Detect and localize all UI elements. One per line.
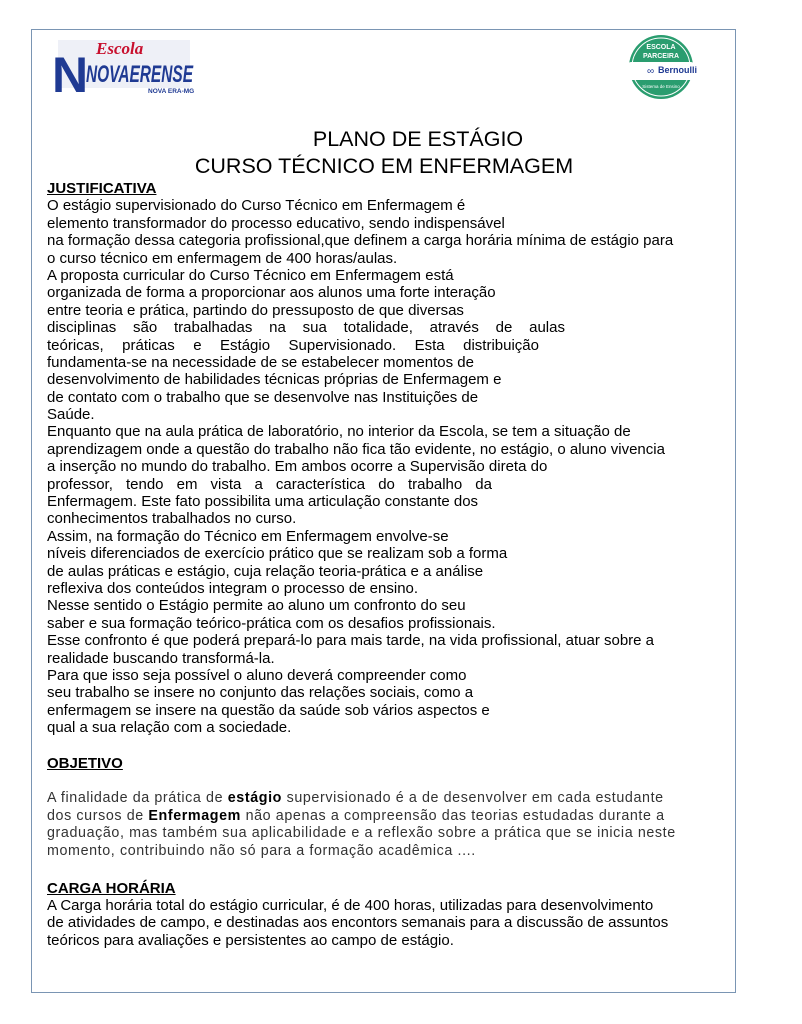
paragraph-line: graduação, mas também sua aplicabilidade e a reflexão sobre a prática que se inicia neste [47, 825, 676, 842]
paragraph-line: na formação dessa categoria profissional,que definem a carga horária mínima de estágio para [47, 232, 674, 250]
svg-text:Bernoulli: Bernoulli [658, 65, 698, 75]
paragraph-line: teóricas, práticas e Estágio Supervisionado. Esta distribuição [47, 336, 539, 354]
paragraph-line: realidade buscando transformá-la. [47, 649, 275, 667]
svg-text:PARCEIRA: PARCEIRA [642, 53, 680, 60]
paragraph-line: o curso técnico em enfermagem de 400 horas/aulas. [47, 249, 398, 267]
paragraph-line: níveis diferenciados de exercício prático que se realizam sob a forma [47, 545, 508, 563]
svg-text:Sistema de Ensino: Sistema de Ensino [642, 84, 680, 89]
svg-text:Escola: Escola [96, 39, 144, 58]
paragraph-line: momento, contribuindo não só para a formação acadêmica .... [47, 843, 476, 860]
paragraph-line: seu trabalho se insere no conjunto das relações sociais, como a [47, 684, 474, 702]
objetivo-heading: OBJETIVO [47, 755, 123, 772]
justificativa-section [47, 180, 727, 737]
paragraph-line: Enfermagem. Este fato possibilita uma articulação constante dos [47, 493, 479, 511]
justificativa-heading: JUSTIFICATIVA [47, 180, 157, 197]
svg-text:NOVA ERA-MG: NOVA ERA-MG [148, 88, 195, 95]
paragraph-line: elemento transformador do processo educativo, sendo indispensável [47, 214, 505, 232]
paragraph-line: Para que isso seja possível o aluno deverá compreender como [47, 666, 467, 684]
carga-horaria-heading: CARGA HORÁRIA [47, 880, 176, 897]
paragraph-line: reflexiva dos conteúdos integram o processo de ensino. [47, 579, 419, 597]
carga-horaria-section [47, 897, 727, 949]
paragraph-line: A Carga horária total do estágio curricular, é de 400 horas, utilizadas para desenvolvimento [47, 897, 654, 914]
svg-text:NOVAERENSE: NOVAERENSE [86, 61, 194, 88]
paragraph-line: teóricos para avaliações e persistentes ao campo de estágio. [47, 931, 454, 949]
paragraph-line: Enquanto que na aula prática de laboratório, no interior da Escola, se tem a situação de [47, 423, 631, 441]
paragraph-line: enfermagem se insere na questão da saúde sob vários aspectos e [47, 701, 490, 719]
objetivo-section [47, 790, 717, 861]
plan-title: PLANO DE ESTÁGIO [312, 127, 524, 151]
paragraph-line: entre teoria e prática, partindo do pressuposto de que diversas [47, 301, 464, 319]
paragraph-line: qual a sua relação com a sociedade. [47, 719, 292, 737]
paragraph-line: Saúde. [47, 406, 95, 424]
svg-text:ESCOLA: ESCOLA [646, 44, 676, 51]
paragraph-line: aprendizagem onde a questão do trabalho não fica tão evidente, no estágio, o aluno vivencia [47, 440, 665, 458]
paragraph-line: A finalidade da prática de estágio supervisionado é a de desenvolver em cada estudante [47, 790, 664, 806]
paragraph-line: A proposta curricular do Curso Técnico em Enfermagem está [47, 266, 454, 284]
course-title: CURSO TÉCNICO EM ENFERMAGEM [194, 154, 574, 178]
paragraph-line: disciplinas são trabalhadas na sua totalidade, através de aulas [47, 319, 565, 337]
paragraph-line: saber e sua formação teórico-prática com os desafios profissionais. [47, 614, 496, 632]
paragraph-line: a inserção no mundo do trabalho. Em ambos ocorre a Supervisão direta do [47, 458, 548, 476]
paragraph-line: professor, tendo em vista a característica do trabalho da [47, 475, 492, 493]
paragraph-line: fundamenta-se na necessidade de se estabelecer momentos de [47, 353, 474, 371]
paragraph-line: Nesse sentido o Estágio permite ao aluno um confronto do seu [47, 597, 466, 615]
escola-novaerense-logo [52, 22, 200, 102]
paragraph-line: de aulas práticas e estágio, cuja relação teoria-prática e a análise [47, 562, 484, 580]
paragraph-line: de contato com o trabalho que se desenvolve nas Instituições de [47, 388, 479, 406]
paragraph-line: O estágio supervisionado do Curso Técnico em Enfermagem é [47, 197, 466, 215]
bernoulli-partner-seal [620, 32, 702, 102]
paragraph-line: desenvolvimento de habilidades técnicas próprias de Enfermagem e [47, 371, 502, 389]
paragraph-line: conhecimentos trabalhados no curso. [47, 510, 297, 528]
paragraph-line: Esse confronto é que poderá prepará-lo para mais tarde, na vida profissional, atuar sobre a [47, 632, 655, 650]
paragraph-line: Assim, na formação do Técnico em Enfermagem envolve-se [47, 527, 449, 545]
svg-text:∞: ∞ [647, 66, 655, 77]
paragraph-line: de atividades de campo, e destinadas aos encontors semanais para a discussão de assuntos [47, 914, 669, 932]
svg-text:N: N [52, 47, 89, 103]
paragraph-line: organizada de forma a proporcionar aos alunos uma forte interação [47, 284, 496, 302]
paragraph-line: dos cursos de Enfermagem não apenas a compreensão das teorias estudadas durante a [47, 807, 665, 824]
